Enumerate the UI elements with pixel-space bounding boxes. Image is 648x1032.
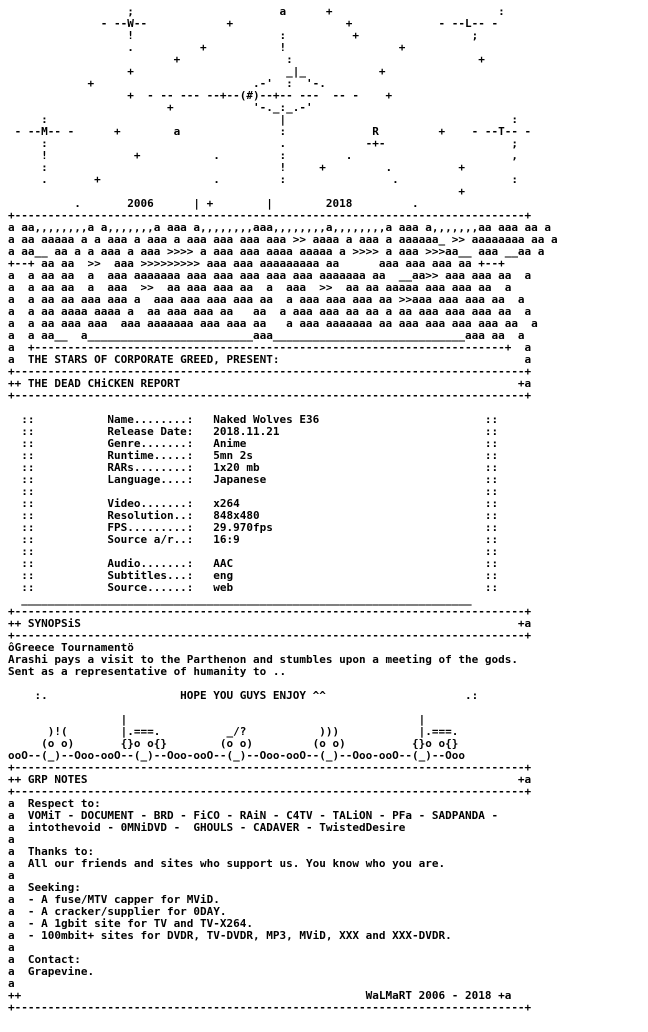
nfo-line: a Grapevine.	[8, 965, 95, 978]
nfo-line: :: Resolution..: 848x480 ::	[8, 509, 499, 522]
nfo-line: a	[8, 941, 15, 954]
nfo-line: :: Subtitles...: eng ::	[8, 569, 499, 582]
nfo-line: ++ SYNOPSiS +a	[8, 617, 532, 630]
nfo-line: a a aa aaaa aaaa a aa aaa aaa aa aa a aaa aaa aa aa a aa aaa aaa aaa aa a	[8, 305, 532, 318]
nfo-line: a	[8, 977, 15, 990]
nfo-line: :: Source......: web ::	[8, 581, 499, 594]
nfo-line: ++ WaLMaRT 2006 - 2018 +a	[8, 989, 512, 1002]
nfo-line: :: Language....: Japanese ::	[8, 473, 499, 486]
nfo-line: ! : + ;	[8, 29, 479, 42]
nfo-line: :: Release Date: 2018.11.21 ::	[8, 425, 499, 438]
nfo-line: - --M-- - + a : R + - --T-- -	[8, 125, 532, 138]
nfo-line: ! + . : . ,	[8, 149, 518, 162]
nfo-line: :: Source a/r..: 16:9 ::	[8, 533, 499, 546]
nfo-line: : . -+- ;	[8, 137, 518, 150]
nfo-line: + _|_ +	[8, 65, 386, 78]
nfo-line: a Seeking:	[8, 881, 81, 894]
nfo-line: ooO--(_)--Ooo-ooO--(_)--Ooo-ooO--(_)--Ooo-ooO--(_)--Ooo-ooO--(_)--Ooo	[8, 749, 465, 762]
nfo-line: :: FPS.........: 29.970fps ::	[8, 521, 499, 534]
nfo-line: +-----------------------------------------------------------------------------+	[8, 209, 532, 222]
nfo-line: | |	[8, 713, 426, 726]
nfo-line: a THE STARS OF CORPORATE GREED, PRESENT: a	[8, 353, 532, 366]
nfo-line: a	[8, 869, 15, 882]
nfo-line: :: Video.......: x264 ::	[8, 497, 499, 510]
nfo-line: :: Audio.......: AAC ::	[8, 557, 499, 570]
nfo-line: a	[8, 833, 15, 846]
nfo-line: ++ THE DEAD CHiCKEN REPORT +a	[8, 377, 532, 390]
nfo-line: - --W-- + + - --L-- -	[8, 17, 499, 30]
nfo-line: + '-._:_.-'	[8, 101, 313, 114]
nfo-line: Sent as a representative of humanity to ..	[8, 665, 287, 678]
nfo-line: ; a + :	[8, 5, 505, 18]
nfo-line: a intothevoid - 0MNiDVD - GHOULS - CADAVER - TwistedDesire	[8, 821, 406, 834]
nfo-line: a a aa__ a_________________________aaa_____________________________aaa aa a	[8, 329, 525, 342]
nfo-line: +-----------------------------------------------------------------------------+	[8, 1001, 532, 1014]
nfo-line: a aa aaaaa a a aaa a aaa a aaa aaa aaa aaa >> aaaa a aaa a aaaaaa_ >> aaaaaaaa aa a	[8, 233, 558, 246]
nfo-line: a Respect to:	[8, 797, 101, 810]
nfo-line: a a aa aa aaa aaa a aaa aaa aaa aaa aa a aaa aaa aaa aa >>aaa aaa aaa aa a	[8, 293, 525, 306]
nfo-line: a a aa aa a aaa >> aa aaa aaa aa a aaa >> aa aa aaaaa aaa aaa aa a	[8, 281, 512, 294]
nfo-line: :: Name........: Naked Wolves E36 ::	[8, 413, 499, 426]
nfo-line: a a aa aa a aaa aaaaaaa aaa aaa aaa aaa aaa aaaaaaa aa __aa>> aaa aaa aa a	[8, 269, 532, 282]
nfo-line: ++ GRP NOTES +a	[8, 773, 532, 786]
nfo-line: : ! + . +	[8, 161, 465, 174]
nfo-line: a - A 1gbit site for TV and TV-X264.	[8, 917, 254, 930]
nfo-line: a Thanks to:	[8, 845, 95, 858]
nfo-line: a - A cracker/supplier for 0DAY.	[8, 905, 227, 918]
nfo-line: + : +	[8, 53, 485, 66]
nfo-line: :: ::	[8, 545, 499, 558]
nfo-line: +-----------------------------------------------------------------------------+	[8, 365, 532, 378]
nfo-line: )!( |.===. _/? ))) |.===.	[8, 725, 459, 738]
nfo-line: ____________________________________________________________________	[8, 593, 472, 606]
nfo-line: a +-----------------------------------------------------------------------+ a	[8, 341, 532, 354]
nfo-line: a - A fuse/MTV capper for MViD.	[8, 893, 220, 906]
nfo-line: ôGreece Tournamentö	[8, 641, 134, 654]
nfo-line: a aa__ aa a a aaa a aaa >>>> a aaa aaa aaaa aaaaa a >>>> a aaa >>>aa__ aaa __aa a	[8, 245, 545, 258]
nfo-line: +-----------------------------------------------------------------------------+	[8, 629, 532, 642]
nfo-line: a aa,,,,,,,,a a,,,,,,,a aaa a,,,,,,,,aaa,,,,,,,,a,,,,,,,,a aaa a,,,,,,,aa aaa aa a	[8, 221, 552, 234]
nfo-line: :: ::	[8, 485, 499, 498]
nfo-line: a Contact:	[8, 953, 81, 966]
nfo-line: +	[8, 185, 465, 198]
nfo-line: : | :	[8, 113, 518, 126]
nfo-line: . 2006 | + | 2018 .	[8, 197, 419, 210]
nfo-line: + - -- --- --+--(#)--+-- --- -- - +	[8, 89, 393, 102]
nfo-line: +--+ aa aa >> aaa >>>>>>>>> aaa aaa aaaaaaaaa aa aaa aaa aaa aa +--+	[8, 257, 505, 270]
nfo-line: +-----------------------------------------------------------------------------+	[8, 761, 532, 774]
nfo-line: :: Genre.......: Anime ::	[8, 437, 499, 450]
nfo-line: :: RARs........: 1x20 mb ::	[8, 461, 499, 474]
nfo-line: +-----------------------------------------------------------------------------+	[8, 785, 532, 798]
nfo-line: . + . : . :	[8, 173, 518, 186]
nfo-line: a VOMiT - DOCUMENT - BRD - FiCO - RAiN - C4TV - TALiON - PFa - SADPANDA -	[8, 809, 499, 822]
nfo-line: Arashi pays a visit to the Parthenon and stumbles upon a meeting of the gods.	[8, 653, 518, 666]
nfo-line: a a aa aaa aaa aaa aaaaaaa aaa aaa aa a aaa aaaaaaa aa aaa aaa aaa aaa aa a	[8, 317, 538, 330]
nfo-line: + .-' : '-.	[8, 77, 326, 90]
nfo-line: :: Runtime.....: 5mn 2s ::	[8, 449, 499, 462]
nfo-line: +-----------------------------------------------------------------------------+	[8, 605, 532, 618]
nfo-line: a All our friends and sites who support us. You know who you are.	[8, 857, 446, 870]
nfo-line: (o o) {}o o{} (o o) (o o) {}o o{}	[8, 737, 459, 750]
nfo-line: . + ! +	[8, 41, 406, 54]
nfo-line: a - 100mbit+ sites for DVDR, TV-DVDR, MP3, MViD, XXX and XXX-DVDR.	[8, 929, 452, 942]
nfo-line: :. HOPE YOU GUYS ENJOY ^^ .:	[8, 689, 479, 702]
nfo-line: +-----------------------------------------------------------------------------+	[8, 389, 532, 402]
